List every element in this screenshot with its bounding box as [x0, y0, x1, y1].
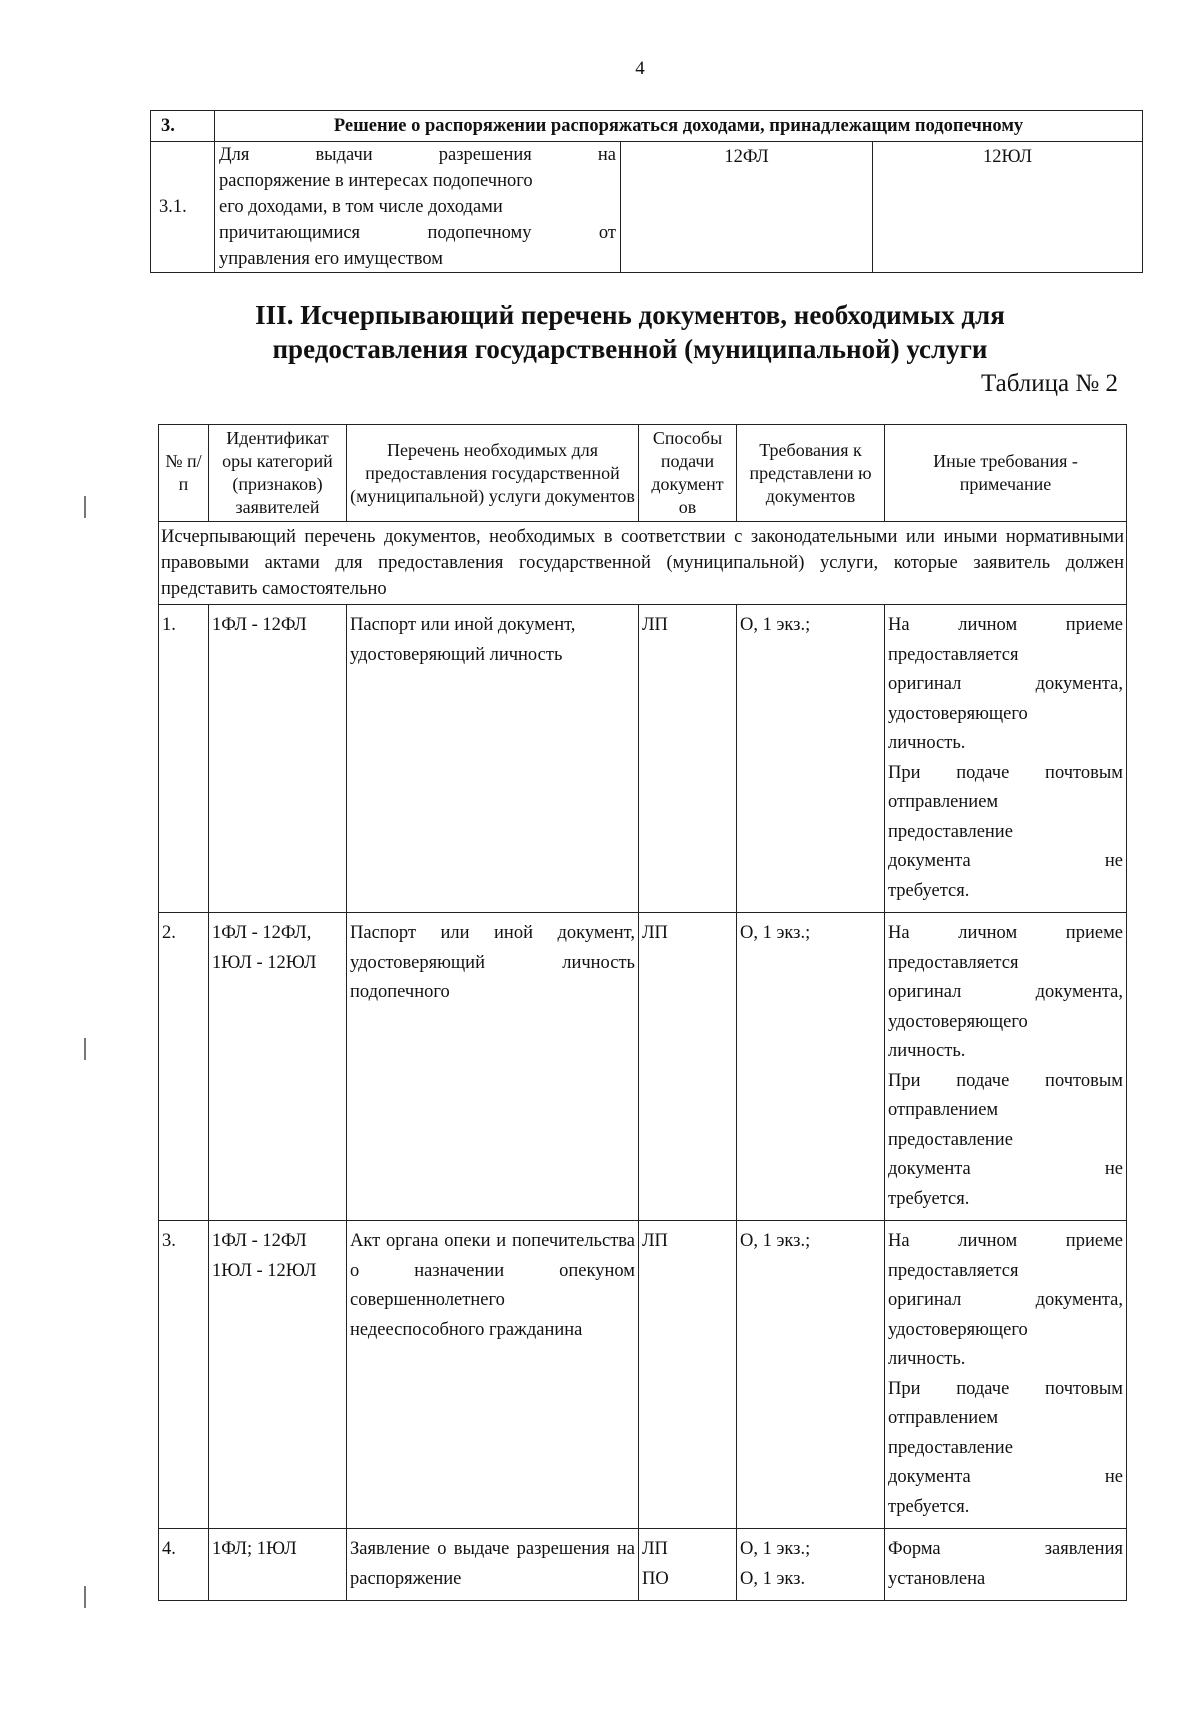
row-description-line: его доходами, в том числе доходами [219, 197, 503, 217]
table-row [159, 1221, 1127, 1529]
row-method-line: ЛП [642, 923, 668, 943]
row-ids [209, 1529, 347, 1601]
row-method [639, 913, 737, 1221]
row-description-line: Для выдачи разрешения на [219, 145, 616, 165]
row-method [639, 1529, 737, 1601]
header-cell-notes: Иные требования - примечание [885, 425, 1127, 522]
row-doc: Паспорт или иной документ, удостоверяющий личность подопечного [347, 913, 639, 1221]
note-line: личность. [888, 1041, 966, 1061]
row-notes [885, 913, 1127, 1221]
note-line: установлена [888, 1568, 986, 1589]
row-req [737, 605, 885, 913]
row-doc: Акт органа опеки и попечительства о назначении опекуном совершеннолетнего недееспособного гражданина [347, 1221, 639, 1529]
row-method [639, 1221, 737, 1529]
table-row [159, 605, 1127, 913]
note-line: личность. [888, 1349, 966, 1369]
note-line: требуется. [888, 1496, 970, 1517]
row-req-line: О, 1 экз.; [740, 615, 811, 635]
note-line: предоставляется [888, 952, 1019, 973]
note-line: отправлением [888, 1100, 999, 1120]
col-ul: 12ЮЛ [873, 142, 1143, 273]
note-line: При подаче почтовым [888, 1378, 1123, 1399]
page-number: 4 [635, 58, 645, 79]
row-id-line: 1ЮЛ - 12ЮЛ [212, 952, 317, 973]
note-line: предоставление [888, 1129, 1013, 1150]
note-line: оригинал документа, [888, 1290, 1123, 1310]
heading-line-1: III. Исчерпывающий перечень документов, необходимых для [255, 300, 1005, 330]
top-table-row [151, 142, 1143, 273]
note-line: Форма заявления [888, 1539, 1123, 1559]
header-cell-requirements: Требования к представлени ю документов [737, 425, 885, 522]
header-cell-ids: Идентификат оры категорий (признаков) заявителей [209, 425, 347, 522]
row-method [639, 605, 737, 913]
col-fl: 12ФЛ [621, 142, 873, 273]
section-caption: Исчерпывающий перечень документов, необходимых в соответствии с законодательными или иными нормативными правовыми актами для предоставления государственной (муниципальной) услуги, которые заявитель должен представить самостоятельно [159, 522, 1127, 605]
row-number: 3.1. [151, 142, 215, 273]
margin-mark [84, 1586, 86, 1608]
heading-line-2: предоставления государственной (муниципальной) услуги [272, 334, 988, 364]
row-id-line: 1ФЛ; 1ЮЛ [212, 1539, 297, 1559]
row-notes [885, 605, 1127, 913]
note-line: предоставляется [888, 644, 1019, 665]
top-table-section-row [151, 111, 1143, 142]
row-number: 4. [159, 1529, 209, 1601]
note-line: При подаче почтовым [888, 1070, 1123, 1091]
table-row [159, 1529, 1127, 1601]
row-id-line: 1ЮЛ - 12ЮЛ [212, 1260, 317, 1281]
section-title: Решение о распоряжении распоряжаться доходами, принадлежащим подопечному [215, 111, 1143, 142]
row-id-line: 1ФЛ - 12ФЛ [212, 1231, 307, 1251]
row-description [215, 142, 621, 273]
note-line: предоставление [888, 821, 1013, 842]
row-ids [209, 913, 347, 1221]
note-line: На личном приеме [888, 923, 1123, 943]
row-ids [209, 605, 347, 913]
header-cell-methods: Способы подачи документ ов [639, 425, 737, 522]
documents-table [158, 424, 1127, 1601]
table-row [159, 913, 1127, 1221]
header-cell-docs: Перечень необходимых для предоставления государственной (муниципальной) услуги документов [347, 425, 639, 522]
note-line: документа не [888, 1467, 1123, 1487]
row-method-line: ЛП [642, 615, 668, 635]
row-description-line: распоряжение в интересах подопечного [219, 171, 533, 191]
note-line: На личном приеме [888, 615, 1123, 635]
note-line: требуется. [888, 880, 970, 901]
note-line: оригинал документа, [888, 674, 1123, 694]
row-req [737, 913, 885, 1221]
note-line: отправлением [888, 792, 999, 812]
row-req-line: О, 1 экз.; [740, 1231, 811, 1251]
section-heading [150, 298, 1110, 366]
row-req [737, 1221, 885, 1529]
row-doc: Паспорт или иной документ, удостоверяющий личность [347, 605, 639, 913]
note-line: На личном приеме [888, 1231, 1123, 1251]
note-line: предоставление [888, 1437, 1013, 1458]
row-req-line: О, 1 экз.; [740, 923, 811, 943]
section-number: 3. [151, 111, 215, 142]
section-caption-row [159, 522, 1127, 605]
row-notes [885, 1221, 1127, 1529]
note-line: требуется. [888, 1188, 970, 1209]
row-method-line: ЛП [642, 1539, 668, 1559]
row-number: 2. [159, 913, 209, 1221]
margin-mark [84, 1038, 86, 1060]
row-req-line: О, 1 экз. [740, 1568, 806, 1589]
row-req [737, 1529, 885, 1601]
note-line: документа не [888, 1159, 1123, 1179]
row-id-line: 1ФЛ - 12ФЛ, [212, 923, 312, 943]
row-number: 1. [159, 605, 209, 913]
row-notes [885, 1529, 1127, 1601]
note-line: оригинал документа, [888, 982, 1123, 1002]
note-line: предоставляется [888, 1260, 1019, 1281]
note-line: документа не [888, 851, 1123, 871]
table-label: Таблица № 2 [980, 370, 1118, 397]
row-doc: Заявление о выдаче разрешения на распоряжение [347, 1529, 639, 1601]
note-line: личность. [888, 733, 966, 753]
row-req-line: О, 1 экз.; [740, 1539, 811, 1559]
row-id-line: 1ФЛ - 12ФЛ [212, 615, 307, 635]
header-cell-number: № п/п [159, 425, 209, 522]
note-line: удостоверяющего [888, 1319, 1028, 1340]
row-method-line: ЛП [642, 1231, 668, 1251]
row-method-line: ПО [642, 1568, 669, 1589]
note-line: При подаче почтовым [888, 762, 1123, 783]
note-line: отправлением [888, 1408, 999, 1428]
top-table [150, 110, 1143, 273]
header-row [159, 425, 1127, 522]
row-ids [209, 1221, 347, 1529]
margin-mark [84, 496, 86, 518]
row-number: 3. [159, 1221, 209, 1529]
row-description-line: управления его имуществом [219, 249, 443, 269]
note-line: удостоверяющего [888, 1011, 1028, 1032]
row-description-line: причитающимися подопечному от [219, 223, 616, 243]
note-line: удостоверяющего [888, 703, 1028, 724]
